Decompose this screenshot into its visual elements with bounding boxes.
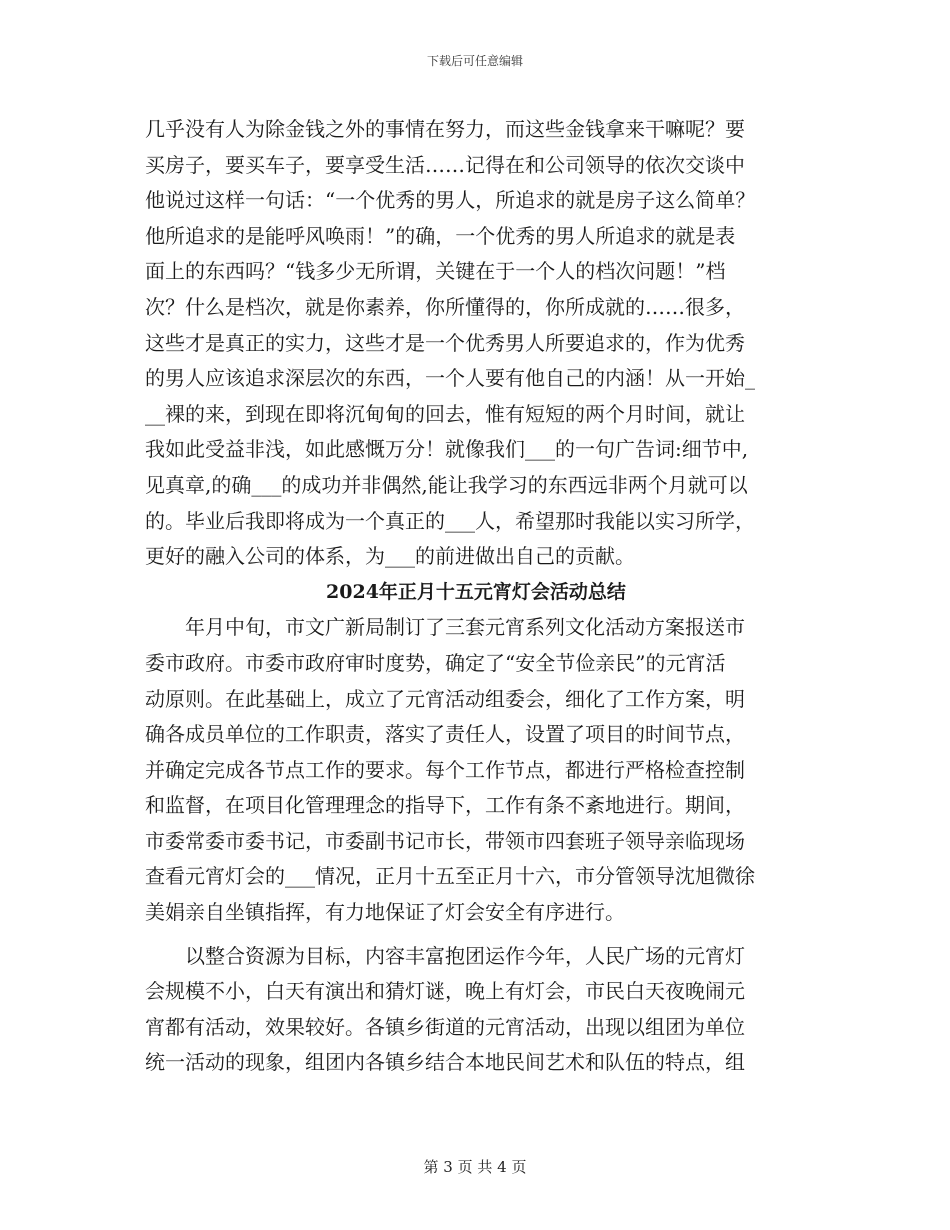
text-line: 买房子，要买车子，要享受生活……记得在和公司领导的依次交谈中	[145, 152, 745, 177]
text-line: 市委常委市委书记，市委副书记市长，带领市四套班子领导亲临现场	[145, 828, 745, 853]
text-line: 查看元宵灯会的___情况，正月十五至正月十六，市分管领导沈旭微徐	[145, 864, 755, 889]
text-line: 美娟亲自坐镇指挥，有力地保证了灯会安全有序进行。	[145, 900, 625, 925]
document-body	[145, 112, 807, 1081]
text-line: __裸的来，到现在即将沉甸甸的回去，惟有短短的两个月时间，就让	[145, 401, 745, 426]
paragraph-2	[145, 610, 807, 930]
text-line: 以整合资源为目标，内容丰富抱团运作今年，人民广场的元宵灯	[145, 943, 745, 968]
text-line: 宵都有活动，效果较好。各镇乡街道的元宵活动，出现以组团为单位	[145, 1014, 745, 1039]
text-line: 面上的东西吗？“钱多少无所谓，关键在于一个人的档次问题！”档	[145, 259, 726, 284]
paragraph-spacer	[145, 931, 807, 939]
text-line: 并确定完成各节点工作的要求。每个工作节点，都进行严格检查控制	[145, 757, 745, 782]
text-line: 他说过这样一句话：“一个优秀的男人，所追求的就是房子这么简单？	[145, 188, 756, 213]
text-line: 确各成员单位的工作职责，落实了责任人，设置了项目的时间节点，	[145, 722, 745, 747]
text-line: 他所追求的是能呼风唤雨！”的确，一个优秀的男人所追求的就是表	[145, 223, 736, 248]
text-line: 这些才是真正的实力，这些才是一个优秀男人所要追求的，作为优秀	[145, 330, 745, 355]
text-line: 见真章,的确___的成功并非偶然,能让我学习的东西远非两个月就可以	[145, 472, 748, 497]
text-line: 几乎没有人为除金钱之外的事情在努力，而这些金钱拿来干嘛呢？要	[145, 117, 745, 141]
text-line: 动原则。在此基础上，成立了元宵活动组委会，细化了工作方案，明	[145, 686, 745, 711]
page-footer: 第 3 页 共 4 页	[423, 1158, 527, 1176]
text-line: 次？什么是档次，就是你素养，你所懂得的，你所成就的……很多，	[145, 294, 745, 319]
text-line: 年月中旬，市文广新局制订了三套元宵系列文化活动方案报送市	[145, 615, 745, 640]
text-line: 的男人应该追求深层次的东西，一个人要有他自己的内涵！从一开始_	[145, 366, 755, 391]
text-line: 我如此受益非浅，如此感慨万分！就像我们___的一句广告词:细节中,	[145, 437, 749, 462]
text-line: 会规模不小，白天有演出和猜灯谜，晚上有灯会，市民白天夜晚闹元	[145, 979, 745, 1004]
text-line: 更好的融入公司的体系，为___的前进做出自己的贡献。	[145, 544, 635, 569]
paragraph-1	[145, 112, 807, 575]
section-title: 2024年正月十五元宵灯会活动总结	[326, 580, 626, 603]
text-line: 委市政府。市委市政府审时度势，确定了“安全节俭亲民”的元宵活	[145, 650, 726, 675]
text-line: 的。毕业后我即将成为一个真正的___人，希望那时我能以实习所学，	[145, 508, 755, 533]
paragraph-3	[145, 939, 807, 1081]
text-line: 统一活动的现象，组团内各镇乡结合本地民间艺术和队伍的特点，组	[145, 1050, 745, 1075]
page-header: 下载后可任意编辑	[426, 54, 523, 68]
text-line: 和监督，在项目化管理理念的指导下，工作有条不紊地进行。期间，	[145, 793, 745, 818]
